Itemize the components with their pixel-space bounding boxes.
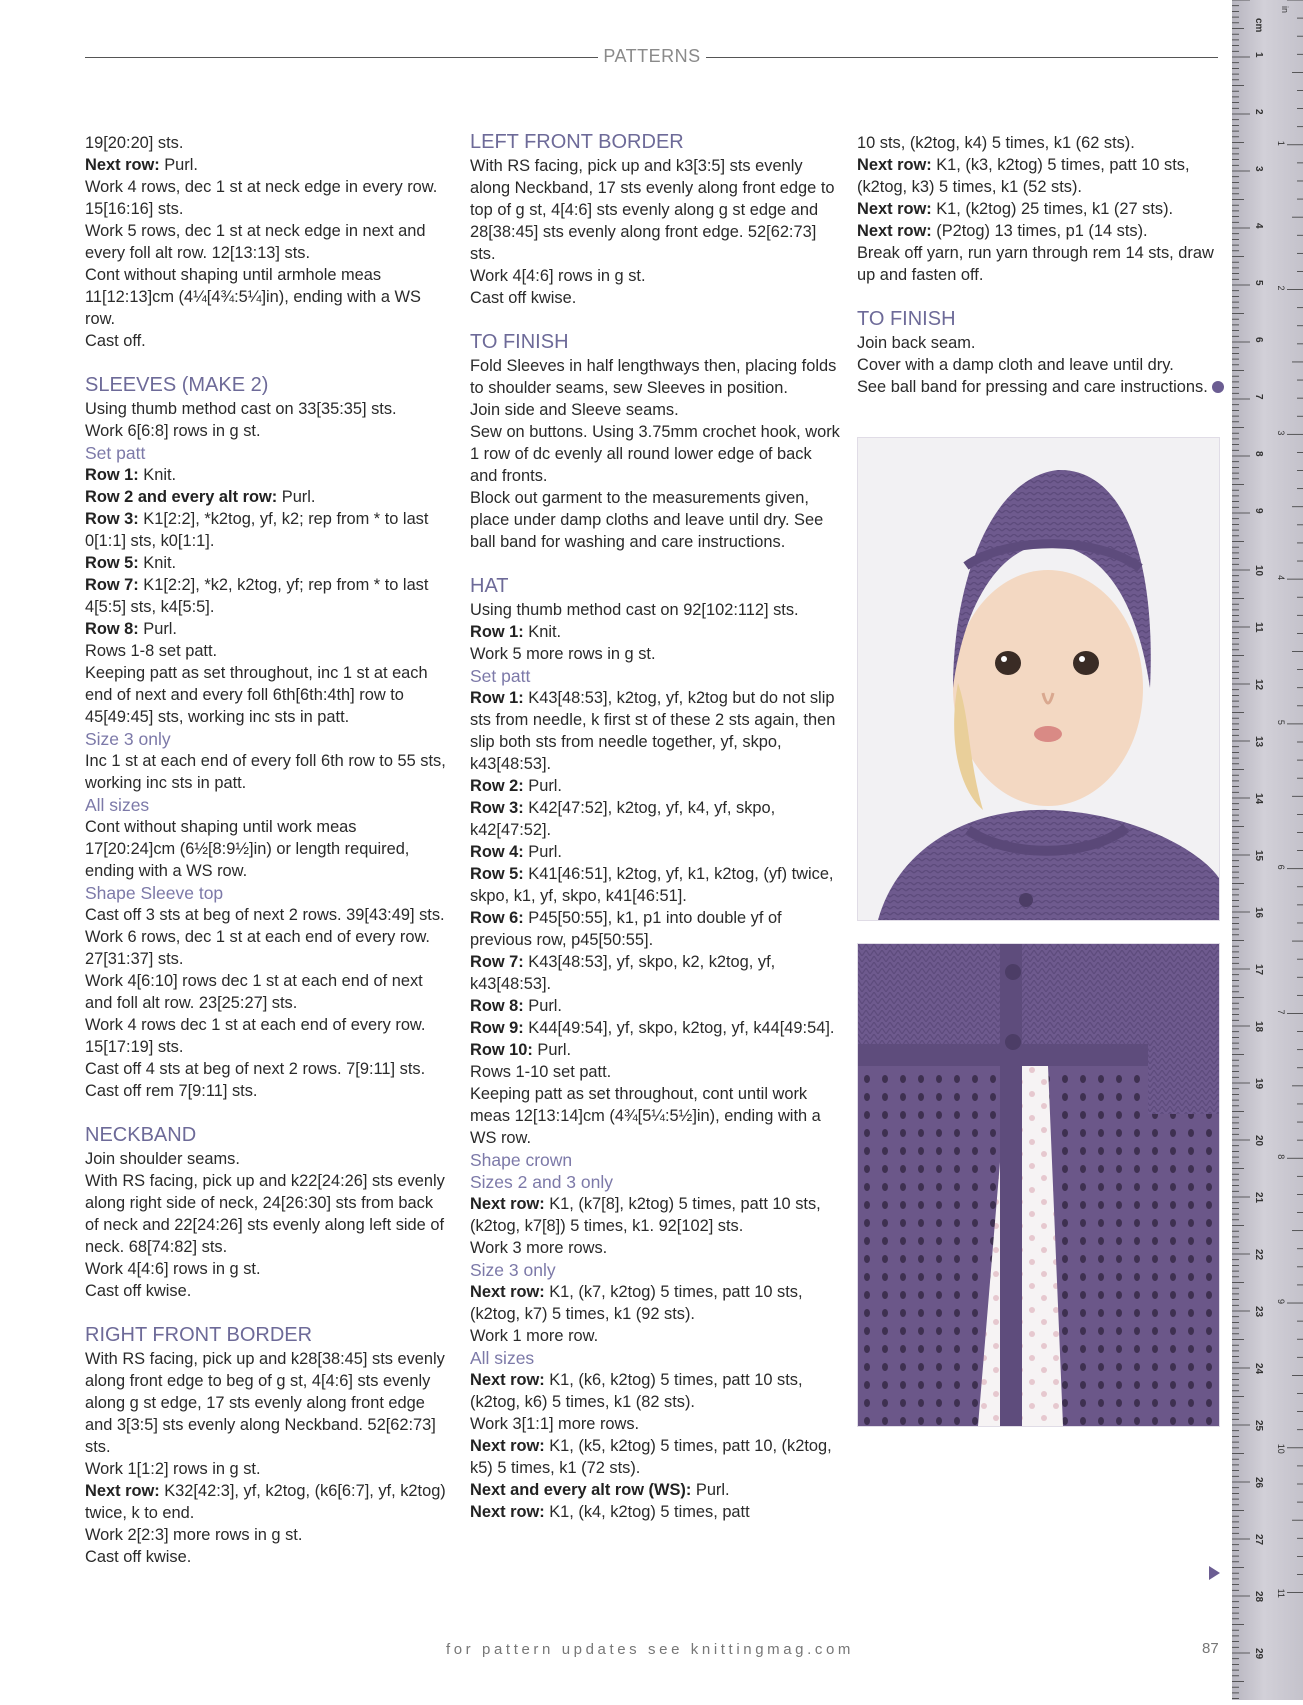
ruler-cm-label: 28 (1253, 1591, 1264, 1603)
pattern-line: With RS facing, pick up and k3[3:5] sts evenly along Neckband, 17 sts evenly along front edge to top of g st, 4[4:6] sts evenly along g st edge and 28[38:45] sts evenly along front edge. 52[62:73] sts. (470, 157, 835, 263)
hat-rows (470, 687, 840, 1149)
pattern-line: Row 7: K43[48:53], yf, skpo, k2, k2tog, yf, k43[48:53]. (470, 953, 776, 993)
pattern-line: Keeping patt as set throughout, cont until work meas 12[13:14]cm (4¾[5¼:5½]in), ending with a WS row. (470, 1085, 821, 1147)
pattern-line: Next row: K1, (k7[8], k2tog) 5 times, patt 10 sts, (k2tog, k7[8]) 5 times, k1. 92[102] sts. (470, 1195, 821, 1235)
ruler-in-label: 4 (1276, 575, 1286, 581)
cardigan-illustration (858, 944, 1219, 1426)
hat-all-sizes-label: All sizes (470, 1348, 535, 1368)
ruler-cm-label: 1 (1253, 52, 1264, 58)
pattern-line: Using thumb method cast on 33[35:35] sts. (85, 400, 397, 418)
pattern-line: Next row: K1, (k7, k2tog) 5 times, patt 10 sts, (k2tog, k7) 5 times, k1 (92 sts). (470, 1283, 803, 1323)
pattern-line: See ball band for pressing and care instructions. (857, 376, 1227, 398)
pattern-line: Row 5: K41[46:51], k2tog, yf, k1, k2tog, (yf) twice, skpo, k1, yf, skpo, k41[46:51]. (470, 865, 834, 905)
pattern-line: Work 6[6:8] rows in g st. (85, 422, 261, 440)
pattern-line: Sew on buttons. Using 3.75mm crochet hook, work 1 row of dc evenly all round lower edge of back and fronts. (470, 423, 840, 485)
pattern-line: Work 4[4:6] rows in g st. (470, 267, 646, 285)
footer-text: for pattern updates see knittingmag.com (445, 1641, 855, 1658)
pattern-line: Cont without shaping until armhole meas 11[12:13]cm (4¼[4¾:5¼]in), ending with a WS row. (85, 266, 421, 328)
ruler-cm-label: 22 (1253, 1249, 1264, 1261)
pattern-line: Work 3[1:1] more rows. (470, 1415, 640, 1433)
pattern-line: Next row: K1, (k3, k2tog) 5 times, patt 10 sts, (k2tog, k3) 5 times, k1 (52 sts). (857, 156, 1190, 196)
ruler-cm-label: 13 (1253, 736, 1264, 748)
ruler-in-label: 10 (1276, 1443, 1286, 1454)
hat-all-rows (470, 1369, 840, 1523)
pattern-line: Work 6 rows, dec 1 st at each end of every row. 27[31:37] sts. (85, 928, 430, 968)
column-1 (85, 132, 447, 1568)
ruler-cm-label: 7 (1253, 394, 1264, 400)
pattern-line: Row 3: K42[47:52], k2tog, yf, k4, yf, skpo, k42[47:52]. (470, 799, 776, 839)
ruler-cm-label: 16 (1253, 907, 1264, 919)
ruler-in-label: 9 (1276, 1299, 1286, 1305)
pattern-line: Row 1: Knit. (85, 466, 177, 484)
sleeves-top-rows (85, 904, 447, 1102)
pattern-line: Join shoulder seams. (85, 1150, 240, 1168)
ruler-cm-label: 2 (1253, 109, 1264, 115)
header-rule-right (706, 57, 1218, 58)
ruler-cm-label: 11 (1253, 622, 1264, 633)
pattern-line: Row 8: Purl. (470, 997, 562, 1015)
ruler-ticks (1232, 0, 1303, 1700)
pattern-line: Work 1[1:2] rows in g st. (85, 1460, 261, 1478)
hat-intro (470, 599, 840, 665)
pattern-line: Work 5 rows, dec 1 st at neck edge in next and every foll alt row. 12[13:13] sts. (85, 222, 426, 262)
pattern-line: With RS facing, pick up and k28[38:45] sts evenly along front edge to beg of g st, 4[4:6] sts evenly along g st edge, 17 sts evenly along front edge and 3[3:5] sts evenly along Neckband. 52[62:73] sts. (85, 1350, 445, 1456)
ruler-in-label: 5 (1276, 719, 1286, 725)
hat-sizes23-label: Sizes 2 and 3 only (470, 1172, 614, 1192)
ruler-cm-label: 23 (1253, 1306, 1264, 1318)
ruler-cm-label: 19 (1253, 1078, 1264, 1090)
pattern-line: Cast off kwise. (85, 1282, 192, 1300)
pattern-line: Work 4[4:6] rows in g st. (85, 1260, 261, 1278)
pattern-line: Row 8: Purl. (85, 620, 177, 638)
pattern-line: Block out garment to the measurements given, place under damp cloths and leave until dry. See ball band for washing and care instructions. (470, 489, 824, 551)
hat-shape-crown: Shape crown (470, 1150, 573, 1170)
pattern-line: Row 2 and every alt row: Purl. (85, 488, 316, 506)
pattern-line: Fold Sleeves in half lengthways then, placing folds to shoulder seams, sew Sleeves in position. (470, 357, 837, 397)
pattern-line: With RS facing, pick up and k22[24:26] sts evenly along right side of neck, 24[26:30] sts from back of neck and 22[24:26] sts evenly along left side of neck. 68[74:82] sts. (85, 1172, 445, 1256)
ruler-in-label: 1 (1276, 140, 1286, 146)
pattern-line: Next row: K1, (k4, k2tog) 5 times, patt (470, 1503, 750, 1521)
pattern-line: 10 sts, (k2tog, k4) 5 times, k1 (62 sts). (857, 134, 1135, 152)
sleeves-size3-text: Inc 1 st at each end of every foll 6th row to 55 sts, working inc sts in patt. (85, 752, 446, 792)
pattern-line: Rows 1-10 set patt. (470, 1063, 612, 1081)
pattern-line: Join back seam. (857, 334, 976, 352)
pattern-line: Using thumb method cast on 92[102:112] sts. (470, 601, 799, 619)
pattern-line: Work 4[6:10] rows dec 1 st at each end of next and foll alt row. 23[25:27] sts. (85, 972, 423, 1012)
column-2 (470, 129, 840, 1523)
ruler-cm-label: 4 (1253, 223, 1264, 229)
hat-sizes23-rows (470, 1193, 840, 1259)
photo-baby-hat (857, 437, 1220, 921)
hat-finish-rows (857, 332, 1227, 398)
ruler-cm-label: 26 (1253, 1477, 1264, 1489)
ruler-cm-label: 6 (1253, 337, 1264, 343)
pattern-line: Work 4 rows dec 1 st at each end of every row. 15[17:19] sts. (85, 1016, 426, 1056)
sleeves-heading: SLEEVES (MAKE 2) (85, 374, 269, 396)
left-border-heading: LEFT FRONT BORDER (470, 131, 684, 153)
ruler-in-label: 11 (1276, 1588, 1286, 1598)
ruler-cm-label: 12 (1253, 679, 1264, 691)
ruler-cm-label: 3 (1253, 166, 1264, 172)
continue-arrow-icon (1209, 1566, 1220, 1580)
ruler-cm-label: 29 (1253, 1648, 1264, 1660)
ruler-cm-label: 10 (1253, 565, 1264, 577)
pattern-line: Work 2[2:3] more rows in g st. (85, 1526, 303, 1544)
pattern-line: Cast off. (85, 332, 146, 350)
hat-finish-heading: TO FINISH (857, 308, 956, 330)
hat-size3-rows (470, 1281, 840, 1347)
neckband-rows (85, 1148, 447, 1302)
pattern-line: Row 2: Purl. (470, 777, 562, 795)
hat-crown-continued (857, 132, 1227, 286)
left-border-rows (470, 155, 840, 309)
pattern-line: Row 5: Knit. (85, 554, 177, 572)
finish-heading: TO FINISH (470, 331, 569, 353)
pattern-line: Row 1: K43[48:53], k2tog, yf, k2tog but do not slip sts from needle, k first st of these 2 sts again, then slip both sts from needle together, yf, skpo, k43[48:53]. (470, 689, 836, 773)
sleeves-size3-label: Size 3 only (85, 729, 171, 749)
sleeves-all-sizes-text: Cont without shaping until work meas 17[20:24]cm (6½[8:9½]in) or length required, ending with a WS row. (85, 818, 410, 880)
pattern-line: Work 1 more row. (470, 1327, 599, 1345)
hat-heading: HAT (470, 575, 509, 597)
column-3 (857, 132, 1227, 398)
pattern-line: Cast off 3 sts at beg of next 2 rows. 39[43:49] sts. (85, 906, 445, 924)
hat-size3-label: Size 3 only (470, 1260, 556, 1280)
pattern-line: Row 4: Purl. (470, 843, 562, 861)
ruler-cm-label: 9 (1253, 508, 1264, 514)
ruler-in-label: 3 (1276, 430, 1286, 436)
pattern-line: Row 6: P45[50:55], k1, p1 into double yf of previous row, p45[50:55]. (470, 909, 782, 949)
pattern-line: Cast off 4 sts at beg of next 2 rows. 7[9:11] sts. (85, 1060, 426, 1078)
pattern-line: Next row: Purl. (85, 156, 198, 174)
sleeves-rows (85, 464, 447, 728)
sleeves-intro (85, 398, 447, 442)
pattern-line: Row 3: K1[2:2], *k2tog, yf, k2; rep from * to last 0[1:1] sts, k0[1:1]. (85, 510, 429, 550)
ruler-in-label: 7 (1276, 1009, 1286, 1015)
ruler-cm-label: 24 (1253, 1363, 1264, 1375)
ruler-unit-cm: cm (1253, 18, 1264, 33)
sleeves-set-patt: Set patt (85, 443, 146, 463)
pattern-line: Break off yarn, run yarn through rem 14 sts, draw up and fasten off. (857, 244, 1214, 284)
ruler-cm-label: 5 (1253, 280, 1264, 286)
ruler-cm-label: 27 (1253, 1534, 1264, 1546)
ruler-cm-label: 15 (1253, 850, 1264, 862)
ruler-in-label: 8 (1276, 1154, 1286, 1160)
end-marker-icon (1212, 381, 1224, 393)
baby-hat-illustration (858, 438, 1219, 920)
pattern-line: Work 5 more rows in g st. (470, 645, 656, 663)
pattern-line: Cover with a damp cloth and leave until dry. (857, 356, 1174, 374)
pattern-line: Next row: K1, (k6, k2tog) 5 times, patt 10 sts, (k2tog, k6) 5 times, k1 (82 sts). (470, 1371, 803, 1411)
pattern-line: Rows 1-8 set patt. (85, 642, 218, 660)
ruler-in-label: 2 (1276, 285, 1286, 291)
header-rule-left (85, 57, 598, 58)
pattern-line: Next row: K32[42:3], yf, k2tog, (k6[6:7], yf, k2tog) twice, k to end. (85, 1482, 446, 1522)
page-number: 87 (1202, 1640, 1219, 1657)
pattern-line: Cast off kwise. (85, 1548, 192, 1566)
pattern-line: Next and every alt row (WS): Purl. (470, 1481, 730, 1499)
front-tail-text (85, 132, 447, 352)
pattern-line: Work 4 rows, dec 1 st at neck edge in every row. 15[16:16] sts. (85, 178, 438, 218)
pattern-line: Next row: K1, (k5, k2tog) 5 times, patt 10, (k2tog, k5) 5 times, k1 (72 sts). (470, 1437, 832, 1477)
pattern-line: Row 9: K44[49:54], yf, skpo, k2tog, yf, k44[49:54]. (470, 1019, 835, 1037)
sleeves-shape-top-label: Shape Sleeve top (85, 883, 224, 903)
pattern-line: Cast off kwise. (470, 289, 577, 307)
ruler-in-label: 6 (1276, 864, 1286, 870)
ruler (1232, 0, 1303, 1700)
photo-cardigan (857, 943, 1220, 1427)
right-border-rows (85, 1348, 447, 1568)
ruler-cm-label: 20 (1253, 1135, 1264, 1147)
pattern-line: Row 7: K1[2:2], *k2, k2tog, yf; rep from * to last 4[5:5] sts, k4[5:5]. (85, 576, 429, 616)
pattern-line: Keeping patt as set throughout, inc 1 st at each end of next and every foll 6th[6th:4th] row to 45[49:45] sts, working inc sts in patt. (85, 664, 428, 726)
right-border-heading: RIGHT FRONT BORDER (85, 1324, 313, 1346)
section-title: PATTERNS (603, 46, 701, 66)
ruler-cm-label: 18 (1253, 1021, 1264, 1033)
hat-set-patt: Set patt (470, 666, 531, 686)
pattern-line: Row 10: Purl. (470, 1041, 572, 1059)
ruler-cm-label: 17 (1253, 964, 1264, 976)
pattern-line: Cast off rem 7[9:11] sts. (85, 1082, 258, 1100)
finish-rows (470, 355, 840, 553)
ruler-unit-in: in (1280, 6, 1290, 14)
pattern-line: Next row: K1, (k2tog) 25 times, k1 (27 sts). (857, 200, 1174, 218)
sleeves-all-sizes-label: All sizes (85, 795, 150, 815)
pattern-line: Row 1: Knit. (470, 623, 562, 641)
ruler-cm-label: 21 (1253, 1192, 1264, 1204)
pattern-line: 19[20:20] sts. (85, 134, 184, 152)
pattern-line: Work 3 more rows. (470, 1239, 608, 1257)
ruler-cm-label: 8 (1253, 451, 1264, 457)
ruler-cm-label: 14 (1253, 793, 1264, 805)
neckband-heading: NECKBAND (85, 1124, 197, 1146)
pattern-line: Join side and Sleeve seams. (470, 401, 679, 419)
pattern-line: Next row: (P2tog) 13 times, p1 (14 sts). (857, 222, 1148, 240)
ruler-cm-label: 25 (1253, 1420, 1264, 1432)
